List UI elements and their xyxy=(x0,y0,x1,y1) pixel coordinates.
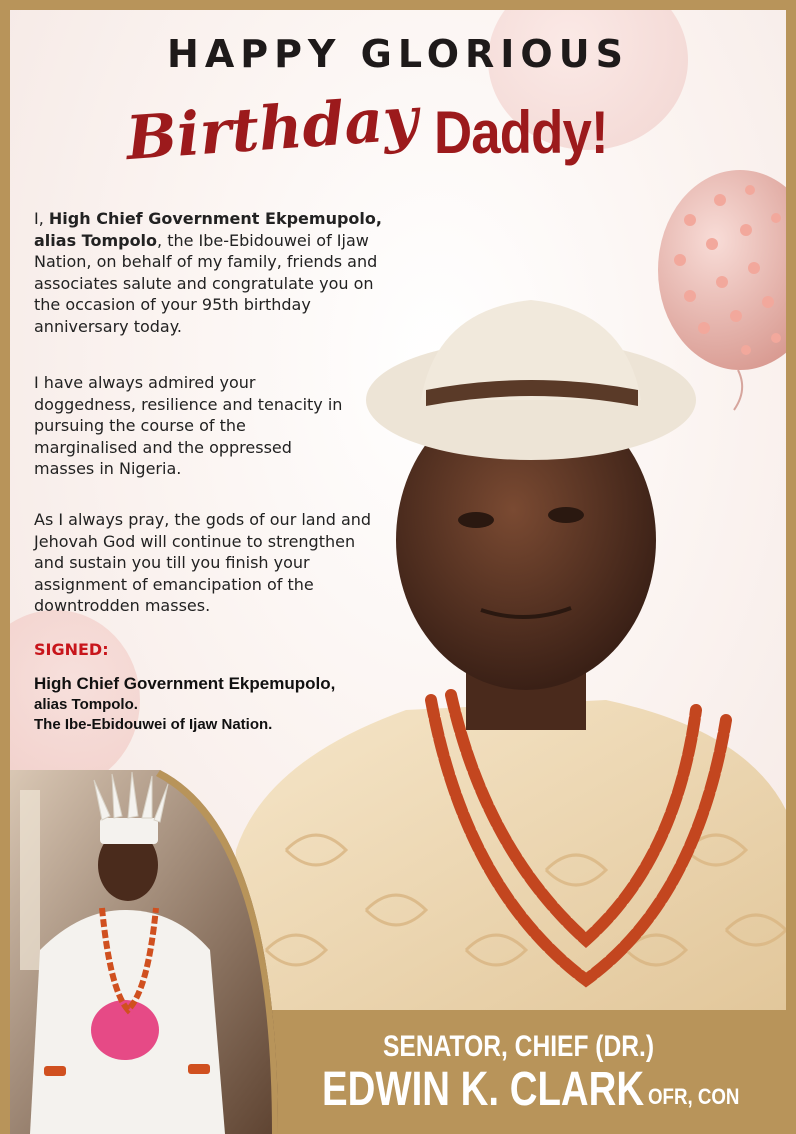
headline-birthday-daddy xyxy=(123,83,686,198)
signature-name: High Chief Government Ekpemupolo, xyxy=(34,674,336,693)
message-p1-bold-name: High Chief Government Ekpemupolo, alias Tompolo xyxy=(34,209,382,250)
honoree-banner xyxy=(290,1010,796,1134)
honoree-honours: OFR, CON xyxy=(648,1084,740,1109)
honoree-name: EDWIN K. CLARK xyxy=(322,1063,645,1116)
signature-title: The Ibe-Ebidouwei of Ijaw Nation. xyxy=(34,716,273,733)
headline-happy-glorious: HAPPY GLORIOUS xyxy=(167,32,629,76)
honoree-title-line: SENATOR, CHIEF (DR.) xyxy=(383,1030,655,1063)
message-paragraph-3: As I always pray, the gods of our land and Jehovah God will continue to strengthen and sustain you till you finish your assignment of emancipation of the downtrodden masses. xyxy=(34,510,372,615)
message-p1-prefix: I, xyxy=(34,209,44,228)
signed-label: SIGNED: xyxy=(34,640,109,659)
message-p1-rest: , the Ibe-Ebidouwei of Ijaw Nation, on behalf of my family, friends and associates salute and congratulate you on the occasion of your 95th birthday anniversary today. xyxy=(34,230,378,336)
message-paragraph-2: I have always admired your doggedness, resilience and tenacity in pursuing the course of the marginalised and the oppressed masses in Nigeria. xyxy=(34,373,343,478)
birthday-script-word: Birthday xyxy=(123,83,421,175)
signature-alias: alias Tompolo. xyxy=(34,696,138,713)
main-portrait-image xyxy=(226,290,786,1010)
inset-portrait-image xyxy=(10,770,278,1134)
daddy-word: Daddy! xyxy=(434,99,608,166)
